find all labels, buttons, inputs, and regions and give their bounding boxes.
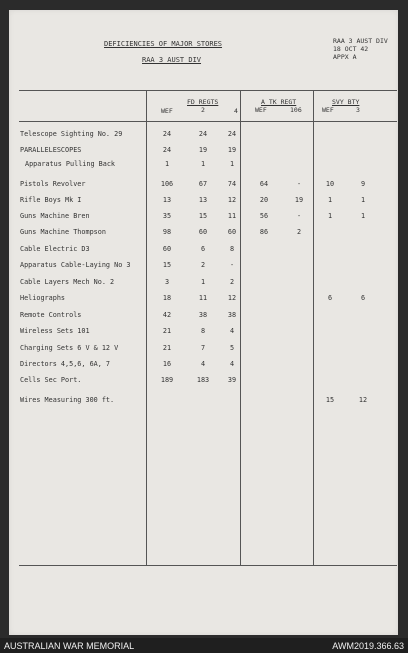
table-cell: 98 [162,228,172,236]
table-cell: 19 [294,196,304,204]
document-reference [333,37,388,61]
table-cell: 1 [360,212,366,220]
column-header: WEF [161,107,173,115]
footer-left: AUSTRALIAN WAR MEMORIAL [4,641,135,651]
column-divider [313,90,314,566]
row-label: Charging Sets 6 V & 12 V [20,344,119,352]
row-label: Pistols Revolver [20,180,86,188]
document-page [9,10,398,635]
table-cell: 21 [162,327,172,335]
reference-line: APPX A [333,53,357,61]
row-label: Directors 4,5,6, 6A, 7 [20,360,111,368]
column-divider [146,90,147,566]
table-cell: 11 [198,294,208,302]
table-cell: 1 [200,160,206,168]
table-cell: 13 [162,196,172,204]
table-cell: 1 [327,196,333,204]
table-cell: 60 [162,245,172,253]
table-cell: 35 [162,212,172,220]
table-cell: 1 [229,160,235,168]
row-label: Remote Controls [20,311,82,319]
table-cell: 13 [198,196,208,204]
table-cell: 56 [259,212,269,220]
table-cell: 1 [327,212,333,220]
table-cell: 18 [162,294,172,302]
table-cell: 2 [200,261,206,269]
table-cell: 183 [196,376,210,384]
table-cell: 2 [296,228,302,236]
table-cell: 15 [325,396,335,404]
table-cell: 4 [229,327,235,335]
table-cell: 15 [162,261,172,269]
table-cell: 86 [259,228,269,236]
table-cell: 38 [198,311,208,319]
table-cell: 7 [200,344,206,352]
table-cell: 19 [227,146,237,154]
table-cell: 1 [200,278,206,286]
reference-line: 18 OCT 42 [333,45,369,53]
table-cell: 24 [162,130,172,138]
table-cell: 1 [164,160,170,168]
table-cell: 12 [358,396,368,404]
table-cell: 8 [229,245,235,253]
column-header: 3 [356,106,360,114]
table-cell: 19 [198,146,208,154]
table-cell: 189 [160,376,174,384]
column-header: 2 [201,106,205,114]
document-subtitle: RAA 3 AUST DIV [142,56,202,64]
table-cell: 8 [200,327,206,335]
column-header: WEF [322,106,334,114]
table-cell: 60 [198,228,208,236]
table-cell: 106 [160,180,174,188]
column-group-fd-regts: FD REGTS [187,98,219,106]
row-label: Apparatus Pulling Back [25,160,116,168]
row-label: Cells Sec Port. [20,376,82,384]
table-header-rule [19,121,397,122]
row-label: Cable Layers Mech No. 2 [20,278,115,286]
column-group-svy-bty: SVY BTY [332,98,360,106]
table-cell: 9 [360,180,366,188]
row-label: Cable Electric D3 [20,245,90,253]
table-cell: 24 [162,146,172,154]
table-cell: 5 [229,344,235,352]
document-title: DEFICIENCIES OF MAJOR STORES [104,40,223,48]
table-cell: 24 [198,130,208,138]
table-cell: 15 [198,212,208,220]
table-cell: 64 [259,180,269,188]
table-cell: 38 [227,311,237,319]
table-cell: 3 [164,278,170,286]
footer-bar [0,638,408,653]
table-cell: - [296,212,302,220]
table-cell: 12 [227,294,237,302]
table-cell: 21 [162,344,172,352]
table-cell: 4 [229,360,235,368]
table-cell: 20 [259,196,269,204]
footer-right: AWM2019.366.63 [332,641,404,651]
table-cell: 12 [227,196,237,204]
row-label: Apparatus Cable-Laying No 3 [20,261,131,269]
row-label: Guns Machine Bren [20,212,90,220]
table-top-rule [19,90,397,91]
row-label: Wires Measuring 300 ft. [20,396,115,404]
table-cell: 42 [162,311,172,319]
row-label: PARALLELESCOPES [20,146,82,154]
table-cell: - [296,180,302,188]
row-label: Guns Machine Thompson [20,228,106,236]
column-header: 4 [234,107,238,115]
table-cell: 2 [229,278,235,286]
table-cell: 4 [200,360,206,368]
table-cell: 6 [200,245,206,253]
table-cell: 10 [325,180,335,188]
row-label: Telescope Sighting No. 29 [20,130,123,138]
table-cell: 11 [227,212,237,220]
table-cell: 16 [162,360,172,368]
reference-line: RAA 3 AUST DIV [333,37,388,45]
row-label: Rifle Boys Mk I [20,196,82,204]
row-label: Heliographs [20,294,66,302]
table-cell: - [229,261,235,269]
table-cell: 24 [227,130,237,138]
table-cell: 74 [227,180,237,188]
column-header: 106 [290,106,302,114]
table-cell: 1 [360,196,366,204]
table-cell: 39 [227,376,237,384]
row-label: Wireless Sets 101 [20,327,90,335]
table-cell: 60 [227,228,237,236]
column-header: WEF [255,106,267,114]
table-cell: 6 [360,294,366,302]
column-group-a-tk-regt: A TK REGT [261,98,297,106]
table-bottom-rule [19,565,397,566]
table-cell: 6 [327,294,333,302]
table-cell: 67 [198,180,208,188]
